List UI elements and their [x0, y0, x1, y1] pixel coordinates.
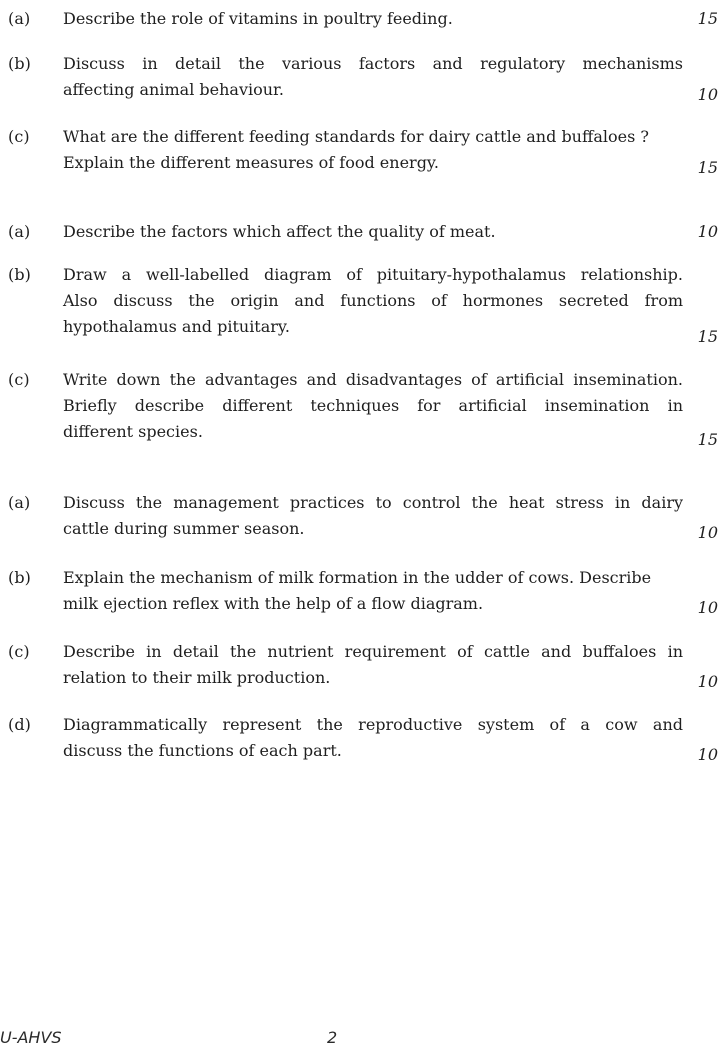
item-text-line: Draw a well-labelled diagram of pituitary-hypothalamus relationship. [63, 265, 683, 284]
item-marks: 10 [697, 523, 718, 542]
item-text-line: Describe the role of vitamins in poultry feeding. [63, 9, 453, 28]
item-text-line: relation to their milk production. [63, 668, 331, 687]
item-text-line: milk ejection reflex with the help of a flow diagram. [63, 594, 484, 613]
item-text-line: Explain the different measures of food energy. [63, 153, 439, 172]
item-text [63, 51, 683, 103]
page-number: 2 [327, 1028, 338, 1047]
item-text-line: affecting animal behaviour. [63, 80, 285, 99]
item-text-line: What are the different feeding standards for dairy cattle and buffaloes ? [63, 127, 649, 146]
item-label: (d) [8, 715, 32, 734]
item-text [63, 490, 683, 542]
item-text [63, 124, 683, 176]
item-text-line: Describe in detail the nutrient requirement of cattle and buffaloes in [63, 642, 683, 661]
item-label: (c) [8, 642, 30, 661]
item-text [63, 712, 683, 764]
item-label: (c) [8, 127, 30, 146]
item-text-line: Briefly describe different techniques for artificial insemination in [63, 396, 683, 415]
item-text [63, 262, 683, 340]
item-text [63, 219, 683, 245]
item-marks: 15 [697, 327, 718, 346]
paper-code: U-AHVS [0, 1028, 62, 1047]
item-label: (a) [8, 9, 31, 28]
item-label: (a) [8, 493, 31, 512]
item-text [63, 367, 683, 445]
item-marks: 15 [697, 9, 718, 28]
item-text-line: Discuss in detail the various factors and regulatory mechanisms [63, 54, 683, 73]
item-text [63, 639, 683, 691]
item-marks: 15 [697, 430, 718, 449]
item-text-line: different species. [63, 422, 203, 441]
item-marks: 10 [697, 598, 718, 617]
item-text-line: hypothalamus and pituitary. [63, 317, 290, 336]
item-marks: 10 [697, 745, 718, 764]
item-label: (b) [8, 54, 32, 73]
item-text-line: discuss the functions of each part. [63, 741, 342, 760]
item-text-line: Diagrammatically represent the reproductive system of a cow and [63, 715, 683, 734]
item-marks: 15 [697, 158, 718, 177]
item-text-line: Explain the mechanism of milk formation in the udder of cows. Describe [63, 568, 652, 587]
item-text [63, 565, 683, 617]
item-text-line: cattle during summer season. [63, 519, 305, 538]
item-label: (b) [8, 265, 32, 284]
item-marks: 10 [697, 672, 718, 691]
item-label: (b) [8, 568, 32, 587]
item-text-line: Describe the factors which affect the quality of meat. [63, 222, 496, 241]
item-marks: 10 [697, 85, 718, 104]
item-text [63, 6, 683, 32]
item-label: (a) [8, 222, 31, 241]
item-text-line: Discuss the management practices to control the heat stress in dairy [63, 493, 683, 512]
item-text-line: Also discuss the origin and functions of hormones secreted from [63, 291, 683, 310]
item-marks: 10 [697, 222, 718, 241]
item-text-line: Write down the advantages and disadvantages of artificial insemination. [63, 370, 683, 389]
item-label: (c) [8, 370, 30, 389]
